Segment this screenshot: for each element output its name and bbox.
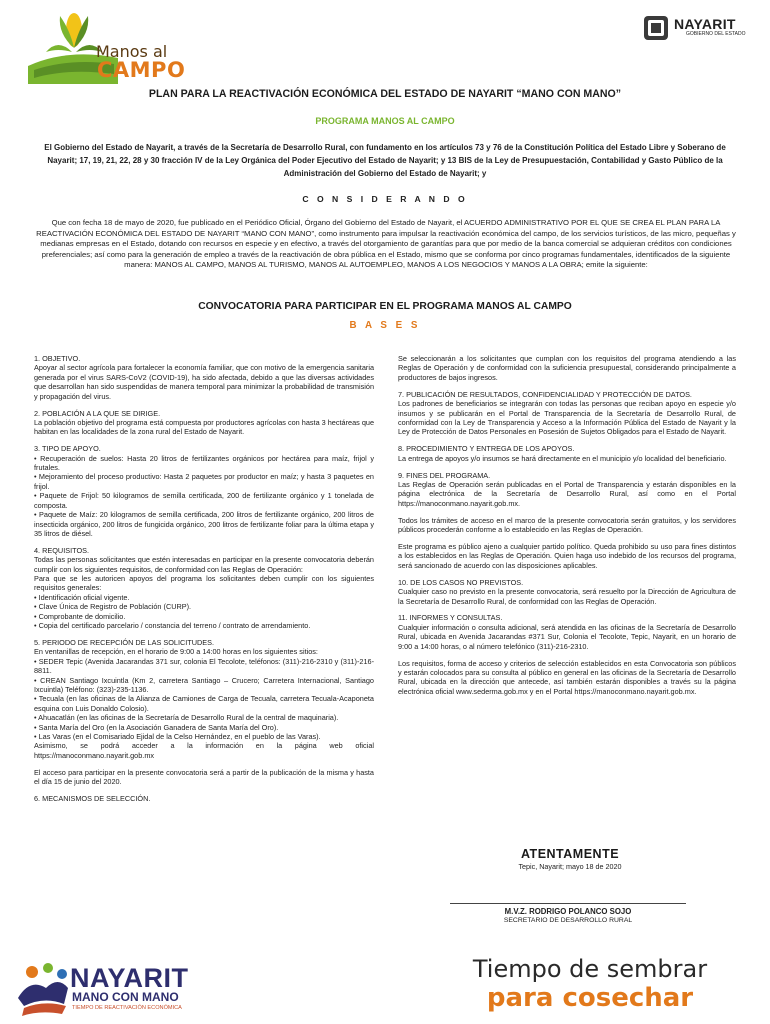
right-column-line: Los requisitos, forma de acceso y criterios de selección establecidos en esta Convocatoria son públicos y estarán colocados para su consulta al público en general en las oficinas de la Secretaría de Desarrollo Rural, ubicada en la dirección que antecede, así también estarán disponibles a través su la página electrónica oficial www.sederma.gob.mx y en el Portal https://manoconmano.nayarit.gob.mx. [398,658,736,696]
intro-paragraph: El Gobierno del Estado de Nayarit, a través de la Secretaría de Desarrollo Rural, con fundamento en los artículos 73 y 76 de la Constitución Política del Estado Libre y Soberano de Nayarit; 17, 19, 21, 22, 28 y 30 fracción IV de la Ley Orgánica del Poder Ejecutivo del Estado de Nayarit; y 13 BIS de la Ley de Presupuestación, Contabilidad y Gasto Público de la Administración del Gobierno del Estado de Nayarit; y [44,143,726,178]
left-column-line: Asimismo, se podrá acceder a la información en la página web oficial https://manoconmano.nayarit.gob.mx [34,741,374,760]
left-column-section [34,768,374,787]
left-column-line: 1. OBJETIVO. [34,354,81,363]
right-column-section [398,578,736,606]
right-column-section [398,354,736,382]
right-column-line: La entrega de apoyos y/o insumos se hará directamente en el municipio y/o localidad del beneficiario. [398,453,727,463]
right-column-section [398,390,736,437]
left-column-line: En ventanillas de recepción, en el horario de 9:00 a 14:00 horas en los siguientes sitios: [34,647,318,657]
convocatoria-heading: CONVOCATORIA PARA PARTICIPAR EN EL PROGRAMA MANOS AL CAMPO [198,301,572,312]
left-column-line: 2. POBLACIÓN A LA QUE SE DIRIGE. [34,408,161,418]
left-column-section [34,444,374,538]
left-column-line: El acceso para participar en la presente convocatoria será a partir de la publicación de la misma y hasta el día 15 de junio del 2020. [34,767,374,787]
right-column-line: 10. DE LOS CASOS NO PREVISTOS. [398,577,524,587]
right-column-line: Los padrones de beneficiarios se integrarán con todas las personas que reciban apoyo en especie y/o insumos y se publicarán en el Portal de Transparencia de la Secretaría de Desarrollo Rural, de conformidad con la Ley de Transparencia y Acceso a la Información Pública del Estado de Nayarit y la Ley de Protección de Datos Personales en Posesión de Sujetos Obligados para el Estado de Nayarit. [398,399,736,437]
right-column-section [398,659,736,697]
right-column-section [398,471,736,509]
signatory-name: M.V.Z. RODRIGO POLANCO SOJO [504,907,632,916]
left-column-line: • Copia del certificado parcelario / constancia del terreno / contrato de arrendamiento. [34,621,311,631]
left-column-line: Para que se les autoricen apoyos del programa los solicitantes deben cumplir con los siguientes requisitos generales: [34,574,374,593]
footer-tagline: TIEMPO DE REACTIVACIÓN ECONÓMICA [72,1005,182,1011]
right-column-line: 11. INFORMES Y CONSULTAS. [398,613,503,623]
right-column [398,354,736,704]
left-column-line: Apoyar al sector agrícola para fortalecer la economía familiar, que con motivo de la emergencia sanitaria generada por el virus SARS-CoV2 (COVID-19), ha sido afectada, debido a que las diversas actividades que desarrollan han sido suspendidas de manera temporal para minimizar la probabilidad de transmisión y propagación del virus. [34,363,374,401]
left-column-line: La población objetivo del programa está compuesta por productores agrícolas con hasta 3 hectáreas que habitan en las localidades de la zona rural del Estado de Nayarit. [34,417,374,437]
right-column-line: Este programa es público ajeno a cualquier partido político. Queda prohibido su uso para fines distintos a los establecidos en las Reglas de Operación. Quien haga uso indebido de los recursos del programa, será sancionado de acuerdo con las disposiciones aplicables. [398,542,736,570]
footer-nayarit: NAYARIT [70,963,189,993]
left-column-section [34,638,374,760]
left-column-section [34,409,374,437]
left-column-line: • Clave Única de Registro de Población (CURP). [34,602,192,612]
considerando-heading: C O N S I D E R A N D O [302,194,468,204]
right-column-line: 7. PUBLICACIÓN DE RESULTADOS, CONFIDENCIALIDAD Y PROTECCIÓN DE DATOS. [398,389,692,399]
left-column-line: • Comprobante de domicilio. [34,611,126,621]
left-column-line: • Recuperación de suelos: Hasta 20 litros de fertilizantes orgánicos por hectárea para maíz, frijol y frutales. [34,453,374,473]
plan-title: PLAN PARA LA REACTIVACIÓN ECONÓMICA DEL ESTADO DE NAYARIT “MANO CON MANO” [148,88,622,100]
left-column-line: • Mejoramiento del proceso productivo: Hasta 2 paquetes por productor en maíz; y hasta 3 paquetes en frijol. [34,472,374,491]
right-column-line: Cualquier información o consulta adicional, será atendida en las oficinas de la Secretaría de Desarrollo Rural, ubicada en Avenida Jacarandas #371 Sur, Colonia el Tecolote, Tepic, Nayarit, en un horario de 9:00 a 14:00 horas, o al número telefónico (311)-216-2310. [398,622,736,651]
left-column-line: • Santa María del Oro (en la Asociación Ganadera de Santa María del Oro). [34,722,279,732]
left-column-line: • Tecuala (en las oficinas de la Alianza de Camiones de Carga de Tecuala, carretera Tecuala-Acaponeta esquina con Luis Donaldo Colosio). [34,694,374,713]
left-column-line: • Paquete de Frijol: 50 kilogramos de semilla certificada, 200 de fertilizante orgánico y 1 tonelada de composta. [34,491,374,510]
signature-line [450,903,686,904]
program-title: PROGRAMA MANOS AL CAMPO [315,116,455,126]
atentamente-label: ATENTAMENTE [520,847,620,861]
left-column-section [34,794,374,803]
left-column-line: 6. MECANISMOS DE SELECCIÓN. [34,794,151,804]
considerando-paragraph: Que con fecha 18 de mayo de 2020, fue publicado en el Periódico Oficial, Órgano del Gobierno del Estado de Nayarit, el ACUERDO ADMINISTRATIVO POR EL QUE SE CREA EL PLAN PARA LA REACTIVACIÓN ECONÓMICA DEL ESTADO DE NAYARIT “MANO CON MANO”, como instrumento para impulsar la reactivación económica del campo, de los servicios turísticos, de las micro, pequeñas y medianas empresas en el Estado, dotando con recursos en especie y en efectivo, a través del otorgamiento de garantías para que por medio de la banca comercial se adquieran créditos con condiciones preferenciales; así como para la generación de empleo a través de la reactivación de obra pública en el Estado, mismo que se conforma por cinco programas fundamentales, identificados de la siguiente manera: MANOS AL CAMPO, MANOS AL TURISMO, MANOS AL AUTOEMPLEO, MANOS A LOS NEGOCIOS Y MANOS A LA OBRA; emite la siguiente: [36,218,736,270]
left-column-line: Todas las personas solicitantes que estén interesadas en participar en la presente convocatoria deberán cumplir con los siguientes requisitos, de conformidad con las Reglas de Operación: [34,555,374,574]
left-column-line: 3. TIPO DE APOYO. [34,444,101,454]
footer-mano-con-mano: MANO CON MANO [72,990,179,1004]
state-logo-subtitle: GOBIERNO DEL ESTADO [686,31,746,37]
left-column-section [34,354,374,401]
left-column-line: • CREAN Santiago Ixcuintla (Km 2, carretera Santiago – Crucero; Carretera Internacional, Santiago Ixcuintla) Teléfono: (323)-235-1136. [34,675,374,694]
slogan-line-1: Tiempo de sembrar [472,955,708,983]
right-column-section [398,516,736,535]
left-column-line: 5. PERIODO DE RECEPCIÓN DE LAS SOLICITUDES. [34,637,215,647]
right-column-line: 8. PROCEDIMIENTO Y ENTREGA DE LOS APOYOS. [398,444,575,454]
page-header [0,0,770,84]
left-column-line: 4. REQUISITOS. [34,545,90,555]
signature-date: Tepic, Nayarit; mayo 18 de 2020 [518,862,622,871]
right-column-line: Todos los trámites de acceso en el marco de la presente convocatoria serán gratuitos, y los servidores públicos procederán conforme a lo establecido en las Reglas de Operación. [398,515,736,535]
left-column-line: • Las Varas (en el Comisariado Ejidal de la Celso Hernández, en el pueblo de las Varas). [34,732,321,742]
bases-heading: B A S E S [349,320,421,331]
right-column-line: Cualquier caso no previsto en la presente convocatoria, será resuelto por la Dirección de Agricultura de la Secretaría de Desarrollo Rural, de conformidad con las Reglas de Operación. [398,587,736,606]
left-column-section [34,546,374,631]
right-column-section [398,613,736,651]
right-column-section [398,444,736,463]
logo-line-manos-al: Manos al [96,42,168,61]
left-column-line: • Identificación oficial vigente. [34,592,130,602]
slogan-line-2: para cosechar [486,983,694,1013]
logo-line-campo: CAMPO [97,58,186,82]
signatory-title: SECRETARIO DE DESARROLLO RURAL [503,917,633,924]
left-column-line: • Ahuacatlán (en las oficinas de la Secretaría de Desarrollo Rural de la central de maquinaria). [34,713,339,723]
right-column-line: 9. FINES DEL PROGRAMA. [398,470,491,480]
left-column [34,354,374,811]
left-column-line: • Paquete de Maíz: 20 kilogramos de semilla certificada, 200 litros de fertilizante orgánico, 200 litros de insecticida orgánico, 200 litros de fungicida orgánico, 200 litros de fertilizante foliar para la última etapa y 35 litros de diésel. [34,510,374,538]
state-logo-title: NAYARIT [674,16,736,32]
right-column-line: Las Reglas de Operación serán publicadas en el Portal de Transparencia y estarán disponibles en la página electrónica de la Secretaría de Desarrollo Rural, así como en el Portal https://manoconmano.nayarit.gob.mx. [398,479,736,508]
left-column-line: • SEDER Tepic (Avenida Jacarandas 371 sur, colonia El Tecolote, teléfonos: (311)-216-2310 y (311)-216-8811. [34,656,374,676]
right-column-section [398,542,736,570]
state-seal-icon [642,14,670,42]
right-column-line: Se seleccionarán a los solicitantes que cumplan con los requisitos del programa atendiendo a las Reglas de Operación y de conformidad con la suficiencia presupuestal, considerando principalmente a productores de bajos ingresos. [398,354,736,382]
